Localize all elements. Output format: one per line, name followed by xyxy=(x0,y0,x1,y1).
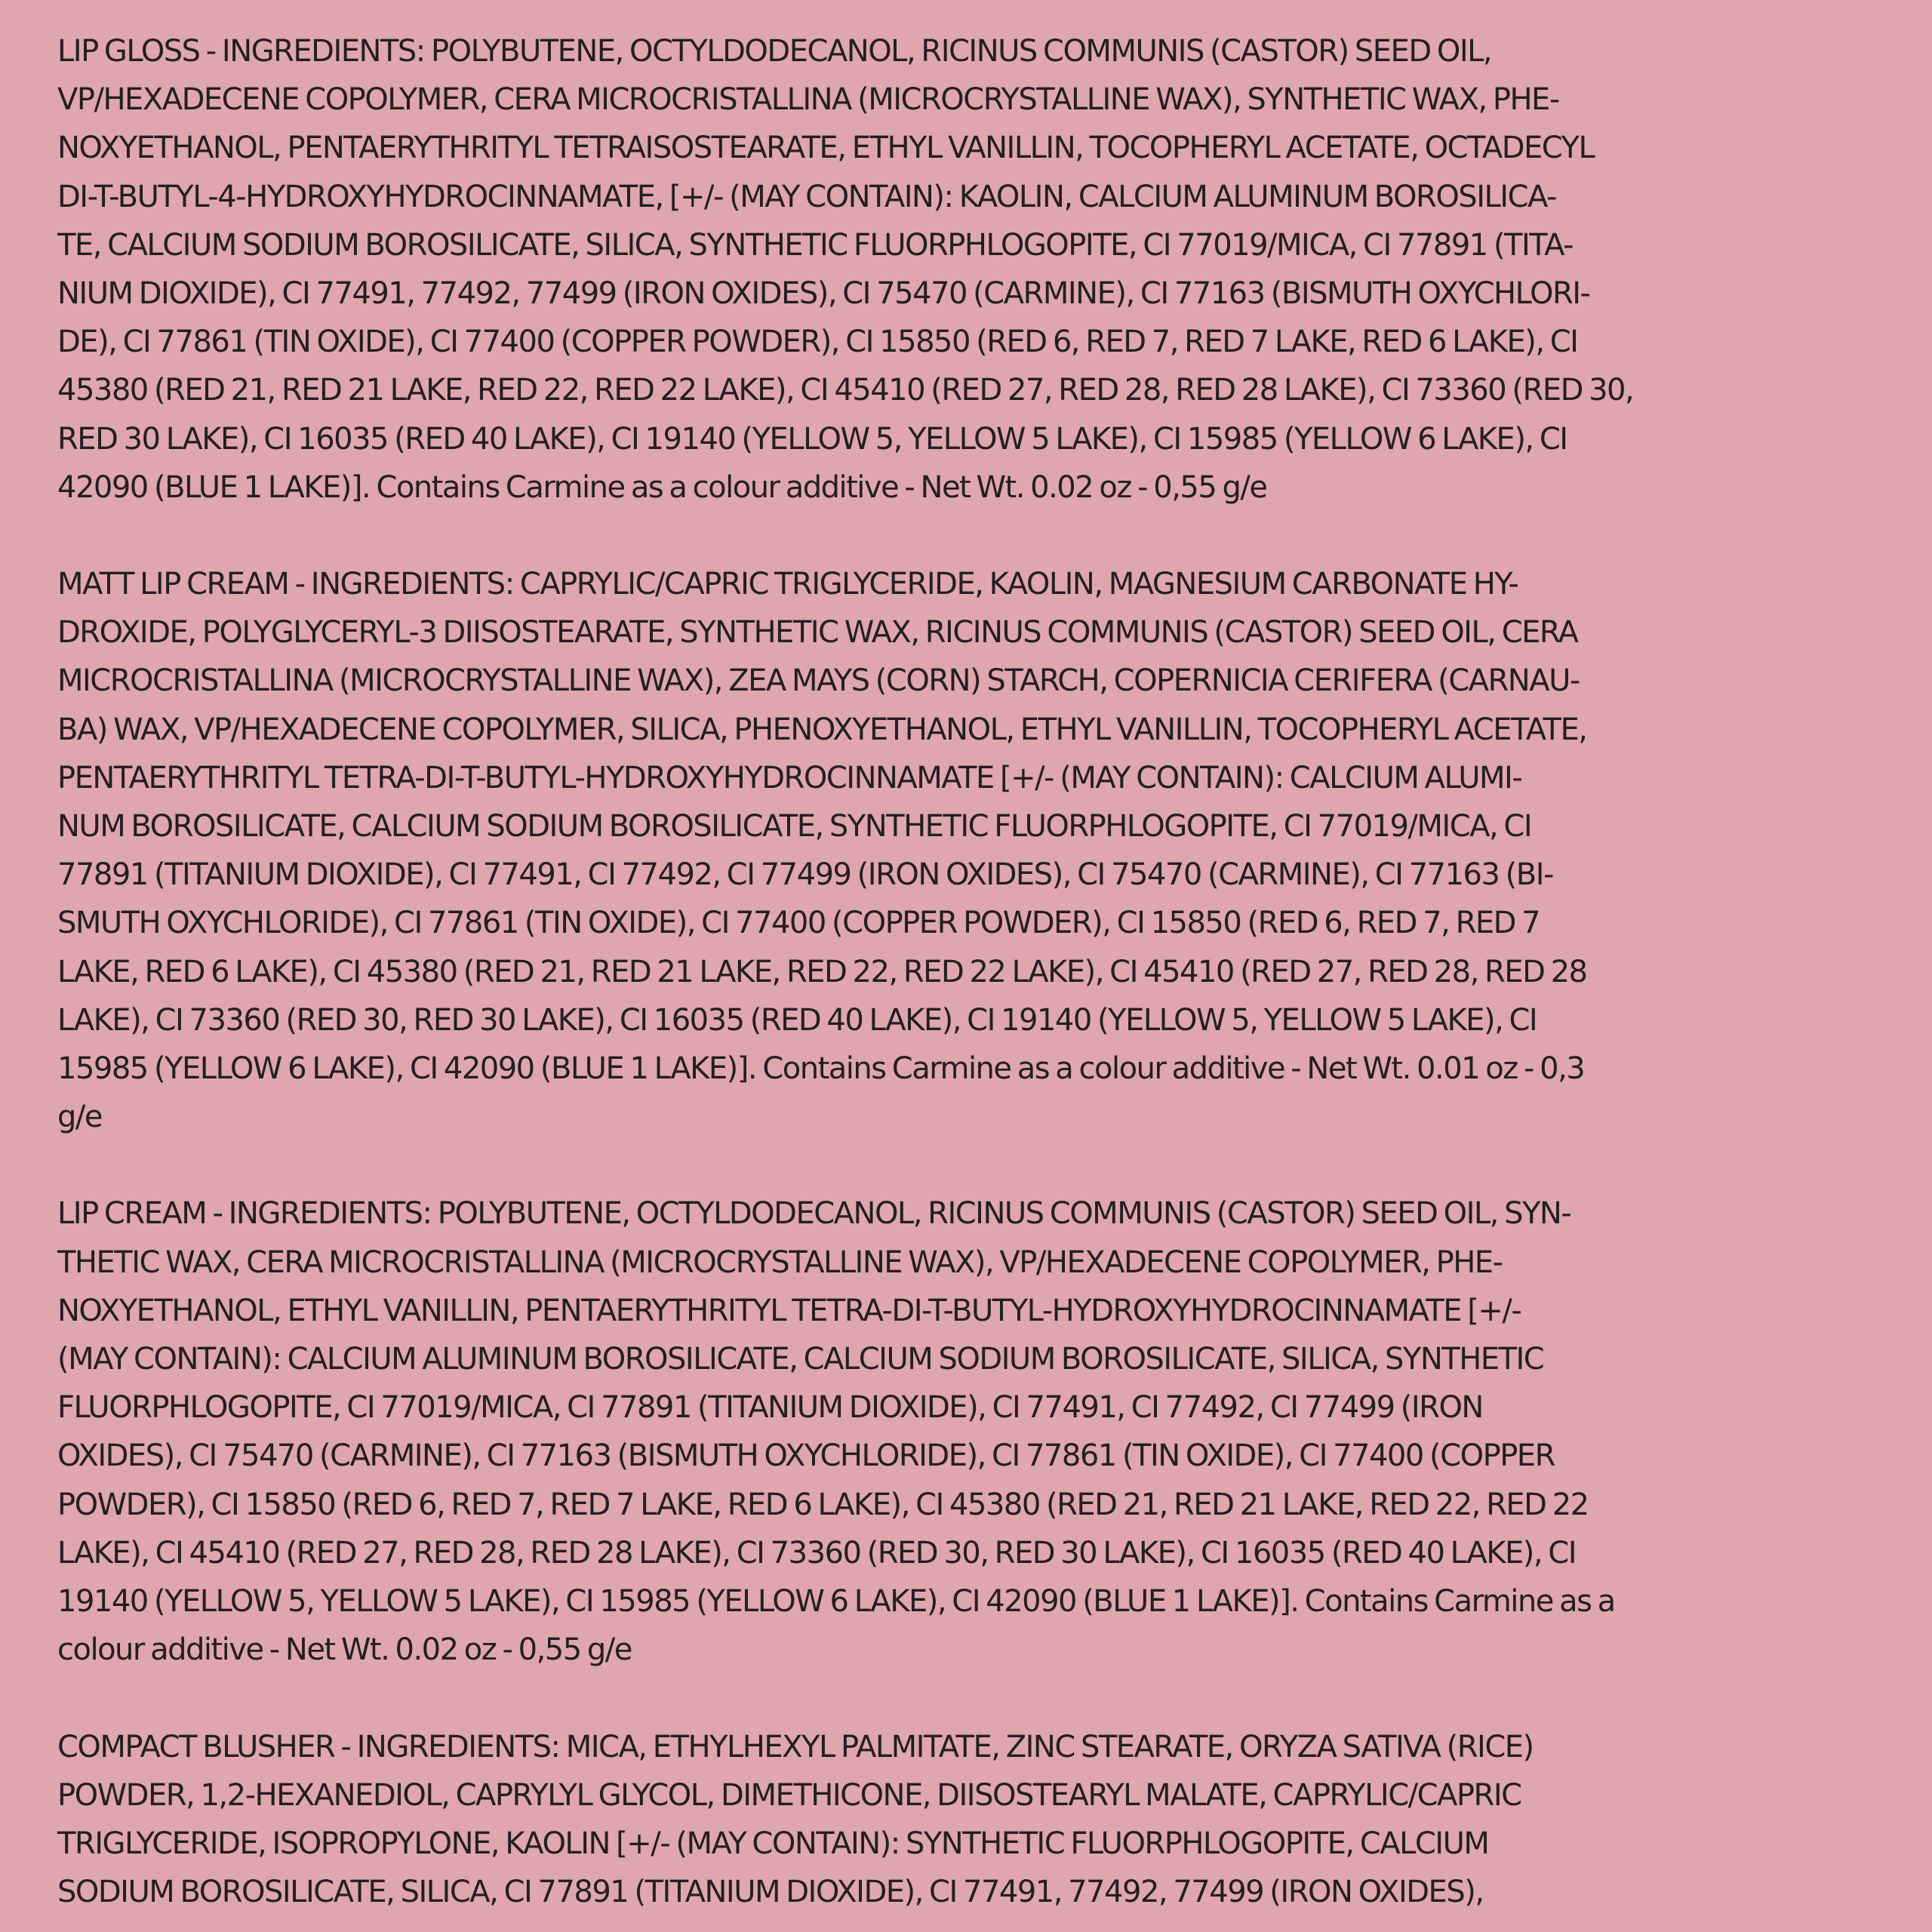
text-line: DE), CI 77861 (TIN OXIDE), CI 77400 (COPPER POWDER), CI 15850 (RED 6, RED 7, RED 7 LAKE, RED 6 LAKE), CI xyxy=(57,325,1578,360)
compact-blusher-ingredients xyxy=(57,1723,1902,1917)
text-line: DROXIDE, POLYGLYCERYL-3 DIISOSTEARATE, SYNTHETIC WAX, RICINUS COMMUNIS (CASTOR) SEED OIL, CERA xyxy=(57,615,1578,651)
text-line: LIP GLOSS - INGREDIENTS: POLYBUTENE, OCTYLDODECANOL, RICINUS COMMUNIS (CASTOR) SEED OIL, xyxy=(57,34,1492,69)
text-line: NUM BOROSILICATE, CALCIUM SODIUM BOROSILICATE, SYNTHETIC FLUORPHLOGOPITE, CI 77019/MICA, CI xyxy=(57,809,1532,844)
text-line: 45380 (RED 21, RED 21 LAKE, RED 22, RED 22 LAKE), CI 45410 (RED 27, RED 28, RED 28 LAKE), CI 73360 (RED 30, xyxy=(57,373,1634,408)
text-line: NIUM DIOXIDE), CI 77491, 77492, 77499 (IRON OXIDES), CI 75470 (CARMINE), CI 77163 (BISMUTH OXYCHLORI- xyxy=(57,276,1590,312)
text-line: 19140 (YELLOW 5, YELLOW 5 LAKE), CI 15985 (YELLOW 6 LAKE), CI 42090 (BLUE 1 LAKE)]. Contains Carmine as a xyxy=(57,1584,1615,1620)
lip-cream-ingredients xyxy=(57,1189,1902,1674)
text-line: LAKE), CI 73360 (RED 30, RED 30 LAKE), CI 16035 (RED 40 LAKE), CI 19140 (YELLOW 5, YELLOW 5 LAKE), CI xyxy=(57,1002,1537,1038)
text-line: RED 30 LAKE), CI 16035 (RED 40 LAKE), CI 19140 (YELLOW 5, YELLOW 5 LAKE), CI 15985 (YELLOW 6 LAKE), CI xyxy=(57,421,1567,457)
text-line: colour additive - Net Wt. 0.02 oz - 0,55 g/e xyxy=(57,1632,632,1668)
lip-gloss-ingredients xyxy=(57,27,1902,512)
text-line: VP/HEXADECENE COPOLYMER, CERA MICROCRISTALLINA (MICROCRYSTALLINE WAX), SYNTHETIC WAX, PHE- xyxy=(57,82,1559,118)
text-line: MATT LIP CREAM - INGREDIENTS: CAPRYLIC/CAPRIC TRIGLYCERIDE, KAOLIN, MAGNESIUM CARBONATE HY- xyxy=(57,567,1518,602)
text-line: LAKE, RED 6 LAKE), CI 45380 (RED 21, RED 21 LAKE, RED 22, RED 22 LAKE), CI 45410 (RED 27, RED 28, RED 28 xyxy=(57,954,1587,989)
text-line: NOXYETHANOL, PENTAERYTHRITYL TETRAISOSTEARATE, ETHYL VANILLIN, TOCOPHERYL ACETATE, OCTADECYL xyxy=(57,131,1595,166)
text-line: FLUORPHLOGOPITE, CI 77019/MICA, CI 77891 (TITANIUM DIOXIDE), CI 77491, CI 77492, CI 77499 (IRON xyxy=(57,1390,1483,1426)
text-line: TRIGLYCERIDE, ISOPROPYLONE, KAOLIN [+/- (MAY CONTAIN): SYNTHETIC FLUORPHLOGOPITE, CALCIUM xyxy=(57,1826,1489,1861)
text-line: g/e xyxy=(57,1100,102,1135)
text-line: PENTAERYTHRITYL TETRA-DI-T-BUTYL-HYDROXYHYDROCINNAMATE [+/- (MAY CONTAIN): CALCIUM ALUMI- xyxy=(57,760,1522,795)
text-line: NOXYETHANOL, ETHYL VANILLIN, PENTAERYTHRITYL TETRA-DI-T-BUTYL-HYDROXYHYDROCINNAMATE [+/- xyxy=(57,1293,1521,1328)
text-line: DI-T-BUTYL-4-HYDROXYHYDROCINNAMATE, [+/- (MAY CONTAIN): KAOLIN, CALCIUM ALUMINUM BOROSILICA- xyxy=(57,179,1556,214)
text-line: 15985 (YELLOW 6 LAKE), CI 42090 (BLUE 1 LAKE)]. Contains Carmine as a colour additive - Net Wt. 0.01 oz - 0,3 xyxy=(57,1051,1585,1087)
text-line: MICROCRISTALLINA (MICROCRYSTALLINE WAX), ZEA MAYS (CORN) STARCH, COPERNICIA CERIFERA (CARNAU- xyxy=(57,663,1580,699)
text-line: SMUTH OXYCHLORIDE), CI 77861 (TIN OXIDE), CI 77400 (COPPER POWDER), CI 15850 (RED 6, RED 7, RED 7 xyxy=(57,906,1540,941)
text-line: POWDER), CI 15850 (RED 6, RED 7, RED 7 LAKE, RED 6 LAKE), CI 45380 (RED 21, RED 21 LAKE, RED 22, RED 22 xyxy=(57,1487,1589,1522)
text-line: TE, CALCIUM SODIUM BOROSILICATE, SILICA, SYNTHETIC FLUORPHLOGOPITE, CI 77019/MICA, CI 77891 (TITA- xyxy=(57,227,1574,263)
text-line: 77891 (TITANIUM DIOXIDE), CI 77491, CI 77492, CI 77499 (IRON OXIDES), CI 75470 (CARMINE), CI 77163 (BI- xyxy=(57,857,1553,893)
text-line: (MAY CONTAIN): CALCIUM ALUMINUM BOROSILICATE, CALCIUM SODIUM BOROSILICATE, SILICA, SYNTHETIC xyxy=(57,1342,1544,1377)
text-line: LAKE), CI 45410 (RED 27, RED 28, RED 28 LAKE), CI 73360 (RED 30, RED 30 LAKE), CI 16035 (RED 40 LAKE), CI xyxy=(57,1535,1576,1571)
text-line: LIP CREAM - INGREDIENTS: POLYBUTENE, OCTYLDODECANOL, RICINUS COMMUNIS (CASTOR) SEED OIL, SYN- xyxy=(57,1196,1571,1232)
text-line: OXIDES), CI 75470 (CARMINE), CI 77163 (BISMUTH OXYCHLORIDE), CI 77861 (TIN OXIDE), CI 77400 (COPPER xyxy=(57,1438,1555,1474)
text-line: POWDER, 1,2-HEXANEDIOL, CAPRYLYL GLYCOL, DIMETHICONE, DIISOSTEARYL MALATE, CAPRYLIC/CAPRIC xyxy=(57,1777,1521,1813)
text-line: BA) WAX, VP/HEXADECENE COPOLYMER, SILICA, PHENOXYETHANOL, ETHYL VANILLIN, TOCOPHERYL ACETATE, xyxy=(57,712,1587,747)
text-line: 42090 (BLUE 1 LAKE)]. Contains Carmine as a colour additive - Net Wt. 0.02 oz - 0,55 g/e xyxy=(57,469,1267,505)
text-line: SODIUM BOROSILICATE, SILICA, CI 77891 (TITANIUM DIOXIDE), CI 77491, 77492, 77499 (IRON OXIDES), xyxy=(57,1875,1484,1910)
text-line: COMPACT BLUSHER - INGREDIENTS: MICA, ETHYLHEXYL PALMITATE, ZINC STEARATE, ORYZA SATIVA (RICE) xyxy=(57,1729,1534,1764)
matt-lip-cream-ingredients xyxy=(57,560,1902,1141)
text-line: THETIC WAX, CERA MICROCRISTALLINA (MICROCRYSTALLINE WAX), VP/HEXADECENE COPOLYMER, PHE- xyxy=(57,1244,1503,1280)
